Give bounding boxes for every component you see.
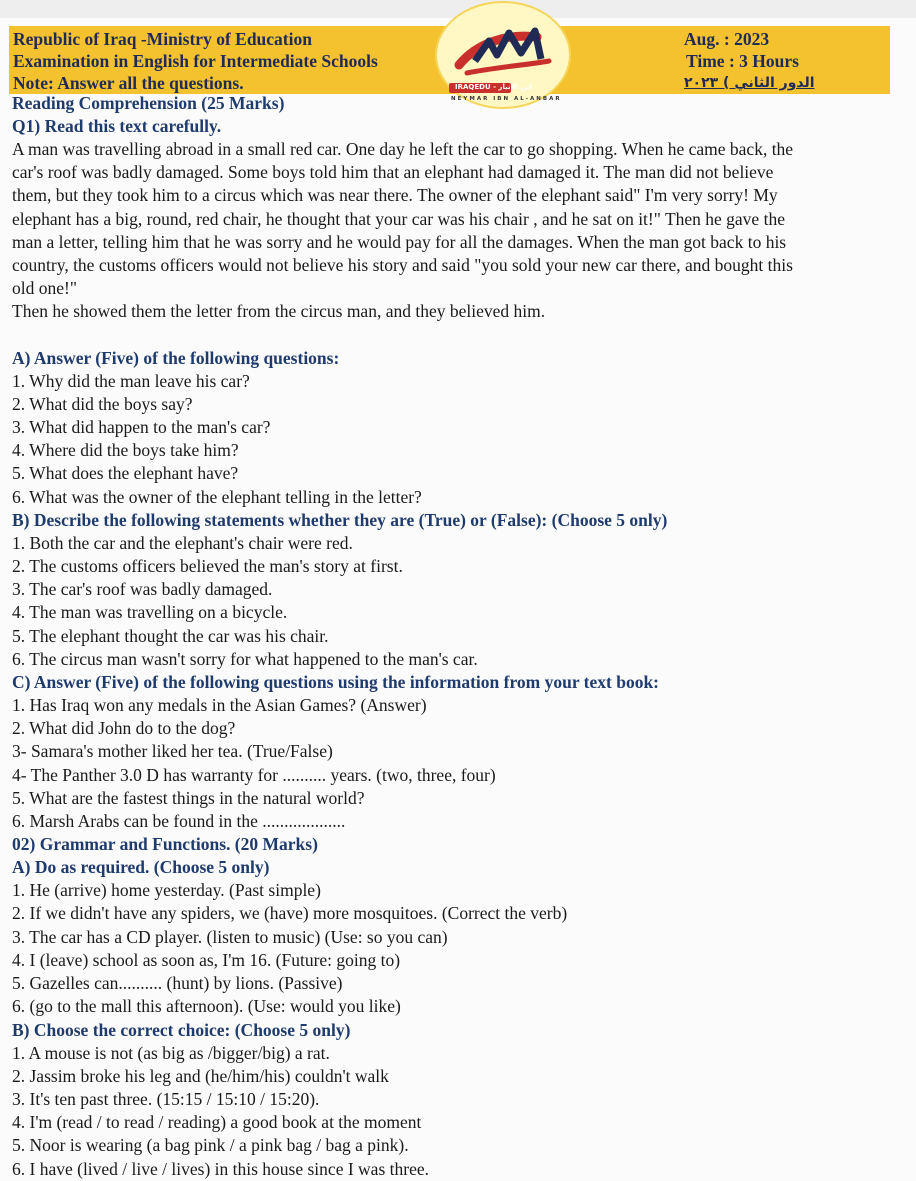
question-item: 1. Has Iraq won any medals in the Asian Games? (Answer) xyxy=(12,695,427,716)
header-note: Note: Answer all the questions. xyxy=(13,73,244,93)
question-item: 4. Where did the boys take him? xyxy=(12,440,239,461)
question-item: 4- The Panther 3.0 D has warranty for .......... years. (two, three, four) xyxy=(12,764,496,785)
header-round-arabic: الدور الثاني ) ٢٠٢٣ xyxy=(684,75,815,91)
spacer xyxy=(12,324,912,347)
grammar-item: 4. I (leave) school as soon as, I'm 16. (Future: going to) xyxy=(12,949,401,970)
header-right xyxy=(684,28,824,94)
question-item: 5. What does the elephant have? xyxy=(12,463,239,484)
passage-line: A man was travelling abroad in a small red car. One day he left the car to go shopping. When he came back, the xyxy=(12,139,794,159)
header-left xyxy=(13,28,378,94)
statement-item: 1. Both the car and the elephant's chair were red. xyxy=(12,532,353,553)
choice-item: 1. A mouse is not (as big as /bigger/big) a rat. xyxy=(12,1042,330,1063)
statement-item: 2. The customs officers believed the man's story at first. xyxy=(12,556,403,577)
passage-line: old one!" xyxy=(12,278,77,299)
section-a-title: A) Answer (Five) of the following questions: xyxy=(12,347,340,368)
statement-item: 4. The man was travelling on a bicycle. xyxy=(12,602,288,623)
choice-item: 4. I'm (read / to read / reading) a good book at the moment xyxy=(12,1112,422,1133)
q1-title: Q1) Read this text carefully. xyxy=(12,116,222,136)
header-exam-title: Examination in English for Intermediate Schools xyxy=(13,51,378,71)
question-item: 6. Marsh Arabs can be found in the ................... xyxy=(12,811,346,832)
grammar-item: 5. Gazelles can.......... (hunt) by lions. (Passive) xyxy=(12,973,343,994)
question-item: 5. What are the fastest things in the natural world? xyxy=(12,787,365,808)
passage-line: elephant has a big, round, red chair, he thought that your car was his chair , and he sat on it!" Then he gave the xyxy=(12,208,785,229)
passage-line: them, but they took him to a circus which was near there. The owner of the elephant said" I'm very sorry! My xyxy=(12,185,778,206)
choice-item: 2. Jassim broke his leg and (he/him/his) couldn't walk xyxy=(12,1065,389,1086)
passage-line: Then he showed them the letter from the circus man, and they believed him. xyxy=(12,301,546,322)
statement-item: 3. The car's roof was badly damaged. xyxy=(12,579,273,600)
grammar-item: 2. If we didn't have any spiders, we (have) more mosquitoes. (Correct the verb) xyxy=(12,903,568,924)
section-c-title: C) Answer (Five) of the following questions using the information from your text book: xyxy=(12,672,660,693)
logo-subtext: NEYMAR IBN AL-ANBAR xyxy=(451,96,562,102)
choice-item: 5. Noor is wearing (a bag pink / a pink bag / bag a pink). xyxy=(12,1135,409,1156)
grammar-item: 3. The car has a CD player. (listen to music) (Use: so you can) xyxy=(12,926,448,947)
header-ministry: Republic of Iraq -Ministry of Education xyxy=(13,29,312,49)
question-item: 2. What did John do to the dog? xyxy=(12,718,236,739)
question-item: 3. What did happen to the man's car? xyxy=(12,417,271,438)
passage-line: car's roof was badly damaged. Some boys told him that an elephant had damaged it. The man did not believe xyxy=(12,162,774,183)
grammar-a-title: A) Do as required. (Choose 5 only) xyxy=(12,857,270,878)
logo-bar-text: IRAQEDU - ابن الانبار xyxy=(455,83,532,91)
choice-item: 6. I have (lived / live / lives) in this house since I was three. xyxy=(12,1158,429,1179)
passage xyxy=(12,138,912,324)
statement-item: 5. The elephant thought the car was his chair. xyxy=(12,625,329,646)
exam-content xyxy=(12,92,912,1181)
question-item: 2. What did the boys say? xyxy=(12,393,193,414)
reading-title: Reading Comprehension (25 Marks) xyxy=(12,93,285,113)
header-date: Aug. : 2023 xyxy=(684,29,770,49)
question-item: 1. Why did the man leave his car? xyxy=(12,370,250,391)
grammar-item: 1. He (arrive) home yesterday. (Past simple) xyxy=(12,880,321,901)
grammar-title: 02) Grammar and Functions. (20 Marks) xyxy=(12,834,318,855)
section-b-title: B) Describe the following statements whether they are (True) or (False): (Choose 5 only) xyxy=(12,509,668,530)
choice-item: 3. It's ten past three. (15:15 / 15:10 / 15:20). xyxy=(12,1088,320,1109)
passage-line: man a letter, telling him that he was sorry and he would pay for all the damages. When the man got back to his xyxy=(12,231,787,252)
passage-line: country, the customs officers would not believe his story and said "you sold your new car there, and bought this xyxy=(12,255,793,276)
question-item: 3- Samara's mother liked her tea. (True/False) xyxy=(12,741,333,762)
grammar-b-title: B) Choose the correct choice: (Choose 5 only) xyxy=(12,1019,351,1040)
header-time: Time : 3 Hours xyxy=(686,51,799,71)
question-item: 6. What was the owner of the elephant telling in the letter? xyxy=(12,486,422,507)
grammar-item: 6. (go to the mall this afternoon). (Use: would you like) xyxy=(12,996,401,1017)
statement-item: 6. The circus man wasn't sorry for what happened to the man's car. xyxy=(12,648,478,669)
